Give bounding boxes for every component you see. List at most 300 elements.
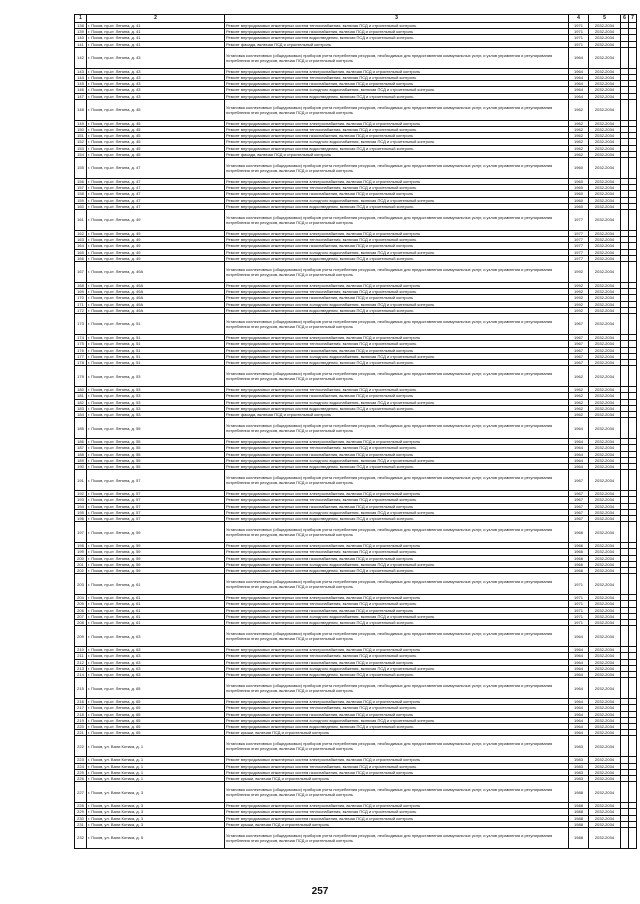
planned-period-cell: 2032-2034 [589, 803, 621, 809]
planned-period-cell: 2032-2034 [589, 120, 621, 126]
work-type-cell: Установка коллективных (общедомовых) приборов учета потребления ресурсов, необходимых для предоставления коммунальных услуг, и узлов управления и регулирования потребления этих ресурсов, включая ПСД и строительный контроль [225, 574, 569, 595]
row-number-cell: 195 [75, 509, 87, 515]
address-cell: г. Псков, пр-кт. Ленина, д. 59 [87, 522, 225, 543]
address-cell: г. Псков, пр-кт. Ленина, д. 63 [87, 659, 225, 665]
row-number-cell: 206 [75, 607, 87, 613]
work-type-cell: Ремонт внутридомовых инженерных систем теплоснабжения, включая ПСД и строительный контроль [225, 705, 569, 711]
row-number-cell: 212 [75, 659, 87, 665]
work-type-cell: Ремонт внутридомовых инженерных систем электроснабжения, включая ПСД и строительный контроль [225, 179, 569, 185]
work-type-cell: Ремонт внутридомовых инженерных систем холодного водоснабжения, включая ПСД и строительный контроль [225, 509, 569, 515]
address-cell: г. Псков, пр-кт. Ленина, д. 45 [87, 151, 225, 157]
address-cell: г. Псков, пр-кт. Ленина, д. 53 [87, 393, 225, 399]
planned-period-cell: 2032-2034 [589, 418, 621, 439]
commission-year-cell: 1964 [569, 659, 589, 665]
table-row [75, 470, 637, 491]
work-type-cell: Ремонт крыши, включая ПСД и строительный контроль [225, 776, 569, 782]
address-cell: г. Псков, пр-кт. Ленина, д. 51 [87, 347, 225, 353]
row-number-cell: 187 [75, 445, 87, 451]
row-number-cell: 152 [75, 139, 87, 145]
work-type-cell: Ремонт внутридомовых инженерных систем теплоснабжения, включая ПСД и строительный контроль [225, 601, 569, 607]
work-type-cell: Ремонт фасада, включая ПСД и строительный контроль [225, 151, 569, 157]
planned-period-cell: 2032-2034 [589, 757, 621, 763]
row-number-cell: 163 [75, 237, 87, 243]
row-number-cell: 205 [75, 601, 87, 607]
row-number-cell: 218 [75, 711, 87, 717]
commission-year-cell: 1983 [569, 763, 589, 769]
work-type-cell: Ремонт внутридомовых инженерных систем газоснабжения, включая ПСД и строительный контроль [225, 769, 569, 775]
table-row [75, 736, 637, 757]
planned-period-cell: 2032-2034 [589, 243, 621, 249]
commission-year-cell: 1964 [569, 87, 589, 93]
planned-period-cell: 2032-2034 [589, 678, 621, 699]
empty-cell-6 [621, 626, 629, 647]
planned-period-cell: 2032-2034 [589, 197, 621, 203]
planned-period-cell: 2032-2034 [589, 353, 621, 359]
address-cell: г. Псков, пр-кт. Ленина, д. 65 [87, 711, 225, 717]
table-row [75, 626, 637, 647]
address-cell: г. Псков, пр-кт. Ленина, д. 53 [87, 399, 225, 405]
planned-period-cell: 2032-2034 [589, 35, 621, 41]
planned-period-cell: 2032-2034 [589, 574, 621, 595]
row-number-cell: 175 [75, 341, 87, 347]
row-number-cell: 232 [75, 828, 87, 849]
work-type-cell: Ремонт внутридомовых инженерных систем теплоснабжения, включая ПСД и строительный контроль [225, 23, 569, 29]
planned-period-cell: 2032-2034 [589, 139, 621, 145]
address-cell: г. Псков, пр-кт. Ленина, д. 43 [87, 68, 225, 74]
row-number-cell: 223 [75, 757, 87, 763]
row-number-cell: 147 [75, 93, 87, 99]
row-number-cell: 201 [75, 561, 87, 567]
address-cell: г. Псков, пр-кт. Ленина, д. 65 [87, 717, 225, 723]
planned-period-cell: 2032-2034 [589, 307, 621, 313]
work-type-cell: Ремонт внутридомовых инженерных систем газоснабжения, включая ПСД и строительный контроль [225, 133, 569, 139]
address-cell: г. Псков, ул. Вали Котика, д. 3 [87, 809, 225, 815]
commission-year-cell: 1964 [569, 699, 589, 705]
work-type-cell: Установка коллективных (общедомовых) приборов учета потребления ресурсов, необходимых для предоставления коммунальных услуг, и узлов управления и регулирования потребления этих ресурсов, включая ПСД и строительный контроль [225, 470, 569, 491]
work-type-cell: Ремонт внутридомовых инженерных систем электроснабжения, включая ПСД и строительный контроль [225, 699, 569, 705]
work-type-cell: Ремонт внутридомовых инженерных систем холодного водоснабжения, включая ПСД и строительный контроль [225, 399, 569, 405]
address-cell: г. Псков, пр-кт. Ленина, д. 49 [87, 249, 225, 255]
address-cell: г. Псков, пр-кт. Ленина, д. 51 [87, 335, 225, 341]
work-type-cell: Ремонт внутридомовых инженерных систем газоснабжения, включая ПСД и строительный контроль [225, 191, 569, 197]
row-number-cell: 213 [75, 665, 87, 671]
work-type-cell: Ремонт внутридомовых инженерных систем холодного водоснабжения, включая ПСД и строительный контроль [225, 613, 569, 619]
commission-year-cell: 1983 [569, 736, 589, 757]
work-type-cell: Установка коллективных (общедомовых) приборов учета потребления ресурсов, необходимых для предоставления коммунальных услуг, и узлов управления и регулирования потребления этих ресурсов, включая ПСД и строительный контроль [225, 678, 569, 699]
work-type-cell: Ремонт внутридомовых инженерных систем водоотведения, включая ПСД и строительный контроль [225, 515, 569, 521]
empty-cell-7 [629, 678, 637, 699]
address-cell: г. Псков, пр-кт. Ленина, д. 55 [87, 439, 225, 445]
planned-period-cell: 2032-2034 [589, 821, 621, 827]
commission-year-cell: 1964 [569, 75, 589, 81]
row-number-cell: 173 [75, 314, 87, 335]
table-body [75, 23, 637, 849]
planned-period-cell: 2032-2034 [589, 595, 621, 601]
planned-period-cell: 2032-2034 [589, 366, 621, 387]
planned-period-cell: 2032-2034 [589, 145, 621, 151]
work-type-cell: Ремонт внутридомовых инженерных систем газоснабжения, включая ПСД и строительный контроль [225, 29, 569, 35]
address-cell: г. Псков, пр-кт. Ленина, д. 63 [87, 672, 225, 678]
work-type-cell: Установка коллективных (общедомовых) приборов учета потребления ресурсов, необходимых для предоставления коммунальных услуг, и узлов управления и регулирования потребления этих ресурсов, включая ПСД и строительный контроль [225, 626, 569, 647]
work-type-cell: Ремонт внутридомовых инженерных систем водоотведения, включая ПСД и строительный контроль [225, 724, 569, 730]
commission-year-cell: 1977 [569, 243, 589, 249]
row-number-cell: 224 [75, 763, 87, 769]
work-type-cell: Ремонт внутридомовых инженерных систем газоснабжения, включая ПСД и строительный контроль [225, 393, 569, 399]
address-cell: г. Псков, пр-кт. Ленина, д. 63 [87, 653, 225, 659]
planned-period-cell: 2032-2034 [589, 255, 621, 261]
address-cell: г. Псков, пр-кт. Ленина, д. 51 [87, 341, 225, 347]
commission-year-cell: 1966 [569, 555, 589, 561]
row-number-cell: 182 [75, 399, 87, 405]
planned-period-cell: 2032-2034 [589, 359, 621, 365]
table-row [75, 158, 637, 179]
work-type-cell: Ремонт внутридомовых инженерных систем электроснабжения, включая ПСД и строительный контроль [225, 335, 569, 341]
planned-period-cell: 2032-2034 [589, 393, 621, 399]
commission-year-cell: 1964 [569, 445, 589, 451]
work-type-cell: Ремонт внутридомовых инженерных систем холодного водоснабжения, включая ПСД и строительный контроль [225, 301, 569, 307]
planned-period-cell: 2032-2034 [589, 93, 621, 99]
address-cell: г. Псков, пр-кт. Ленина, д. 57 [87, 509, 225, 515]
register-table [74, 14, 637, 849]
planned-period-cell: 2032-2034 [589, 503, 621, 509]
row-number-cell: 138 [75, 23, 87, 29]
planned-period-cell: 2032-2034 [589, 809, 621, 815]
address-cell: г. Псков, пр-кт. Ленина, д. 61 [87, 619, 225, 625]
commission-year-cell: 1966 [569, 549, 589, 555]
commission-year-cell: 1964 [569, 81, 589, 87]
work-type-cell: Ремонт внутридомовых инженерных систем холодного водоснабжения, включая ПСД и строительный контроль [225, 457, 569, 463]
planned-period-cell: 2032-2034 [589, 451, 621, 457]
empty-cell-6 [621, 262, 629, 283]
row-number-cell: 186 [75, 439, 87, 445]
planned-period-cell: 2032-2034 [589, 151, 621, 157]
address-cell: г. Псков, пр-кт. Ленина, д. 53 [87, 405, 225, 411]
planned-period-cell: 2032-2034 [589, 47, 621, 68]
table-row [75, 678, 637, 699]
commission-year-cell: 1971 [569, 23, 589, 29]
address-cell: г. Псков, пр-кт. Ленина, д. 45 [87, 120, 225, 126]
planned-period-cell: 2032-2034 [589, 203, 621, 209]
row-number-cell: 190 [75, 463, 87, 469]
planned-period-cell: 2032-2034 [589, 665, 621, 671]
row-number-cell: 191 [75, 470, 87, 491]
empty-cell-6 [621, 314, 629, 335]
work-type-cell: Установка коллективных (общедомовых) приборов учета потребления ресурсов, необходимых для предоставления коммунальных услуг, и узлов управления и регулирования потребления этих ресурсов, включая ПСД и строительный контроль [225, 314, 569, 335]
work-type-cell: Ремонт внутридомовых инженерных систем водоотведения, включая ПСД и строительный контроль [225, 567, 569, 573]
address-cell: г. Псков, пр-кт. Ленина, д. 49А [87, 307, 225, 313]
empty-cell-7 [629, 366, 637, 387]
planned-period-cell: 2032-2034 [589, 672, 621, 678]
address-cell: г. Псков, пр-кт. Ленина, д. 57 [87, 497, 225, 503]
address-cell: г. Псков, пр-кт. Ленина, д. 41 [87, 41, 225, 47]
empty-cell-6 [621, 99, 629, 120]
planned-period-cell: 2032-2034 [589, 497, 621, 503]
planned-period-cell: 2032-2034 [589, 549, 621, 555]
work-type-cell: Ремонт внутридомовых инженерных систем водоотведения, включая ПСД и строительный контроль [225, 35, 569, 41]
address-cell: г. Псков, ул. Вали Котика, д. 3 [87, 803, 225, 809]
planned-period-cell: 2032-2034 [589, 647, 621, 653]
table-row [75, 522, 637, 543]
work-type-cell: Ремонт внутридомовых инженерных систем теплоснабжения, включая ПСД и строительный контроль [225, 387, 569, 393]
address-cell: г. Псков, пр-кт. Ленина, д. 55 [87, 418, 225, 439]
address-cell: г. Псков, пр-кт. Ленина, д. 57 [87, 503, 225, 509]
work-type-cell: Ремонт внутридомовых инженерных систем теплоснабжения, включая ПСД и строительный контроль [225, 185, 569, 191]
address-cell: г. Псков, пр-кт. Ленина, д. 43 [87, 93, 225, 99]
row-number-cell: 154 [75, 151, 87, 157]
commission-year-cell: 1962 [569, 405, 589, 411]
row-number-cell: 157 [75, 185, 87, 191]
address-cell: г. Псков, пр-кт. Ленина, д. 45 [87, 99, 225, 120]
commission-year-cell: 1988 [569, 815, 589, 821]
address-cell: г. Псков, ул. Вали Котика, д. 3 [87, 815, 225, 821]
work-type-cell: Ремонт внутридомовых инженерных систем электроснабжения, включая ПСД и строительный контроль [225, 491, 569, 497]
empty-cell-7 [629, 314, 637, 335]
row-number-cell: 188 [75, 451, 87, 457]
commission-year-cell: 1967 [569, 353, 589, 359]
commission-year-cell: 1971 [569, 607, 589, 613]
header-cell-6: 6 [621, 15, 629, 23]
row-number-cell: 210 [75, 647, 87, 653]
work-type-cell: Ремонт внутридомовых инженерных систем электроснабжения, включая ПСД и строительный контроль [225, 231, 569, 237]
row-number-cell: 181 [75, 393, 87, 399]
empty-cell-7 [629, 828, 637, 849]
work-type-cell: Ремонт внутридомовых инженерных систем газоснабжения, включая ПСД и строительный контроль [225, 659, 569, 665]
commission-year-cell: 1967 [569, 359, 589, 365]
header-cell-5: 5 [589, 15, 621, 23]
row-number-cell: 214 [75, 672, 87, 678]
planned-period-cell: 2032-2034 [589, 347, 621, 353]
row-number-cell: 144 [75, 75, 87, 81]
commission-year-cell: 1964 [569, 457, 589, 463]
planned-period-cell: 2032-2034 [589, 457, 621, 463]
planned-period-cell: 2032-2034 [589, 158, 621, 179]
work-type-cell: Ремонт внутридомовых инженерных систем теплоснабжения, включая ПСД и строительный контроль [225, 809, 569, 815]
address-cell: г. Псков, пр-кт. Ленина, д. 47 [87, 179, 225, 185]
work-type-cell: Ремонт внутридомовых инженерных систем холодного водоснабжения, включая ПСД и строительный контроль [225, 87, 569, 93]
work-type-cell: Ремонт внутридомовых инженерных систем холодного водоснабжения, включая ПСД и строительный контроль [225, 197, 569, 203]
planned-period-cell: 2032-2034 [589, 127, 621, 133]
planned-period-cell: 2032-2034 [589, 522, 621, 543]
planned-period-cell: 2032-2034 [589, 653, 621, 659]
commission-year-cell: 1971 [569, 601, 589, 607]
empty-cell-7 [629, 47, 637, 68]
address-cell: г. Псков, пр-кт. Ленина, д. 59 [87, 543, 225, 549]
address-cell: г. Псков, пр-кт. Ленина, д. 65 [87, 678, 225, 699]
row-number-cell: 141 [75, 41, 87, 47]
work-type-cell: Установка коллективных (общедомовых) приборов учета потребления ресурсов, необходимых для предоставления коммунальных услуг, и узлов управления и регулирования потребления этих ресурсов, включая ПСД и строительный контроль [225, 418, 569, 439]
planned-period-cell: 2032-2034 [589, 439, 621, 445]
table-row [75, 418, 637, 439]
commission-year-cell: 1971 [569, 619, 589, 625]
planned-period-cell: 2032-2034 [589, 717, 621, 723]
planned-period-cell: 2032-2034 [589, 515, 621, 521]
address-cell: г. Псков, пр-кт. Ленина, д. 49 [87, 237, 225, 243]
planned-period-cell: 2032-2034 [589, 99, 621, 120]
address-cell: г. Псков, пр-кт. Ленина, д. 43 [87, 47, 225, 68]
address-cell: г. Псков, пр-кт. Ленина, д. 61 [87, 613, 225, 619]
work-type-cell: Ремонт фасада, включая ПСД и строительный контроль [225, 411, 569, 417]
header-row [75, 15, 637, 23]
work-type-cell: Ремонт внутридомовых инженерных систем газоснабжения, включая ПСД и строительный контроль [225, 295, 569, 301]
address-cell: г. Псков, пр-кт. Ленина, д. 45 [87, 145, 225, 151]
row-number-cell: 172 [75, 307, 87, 313]
work-type-cell: Ремонт внутридомовых инженерных систем газоснабжения, включая ПСД и строительный контроль [225, 347, 569, 353]
empty-cell-6 [621, 828, 629, 849]
planned-period-cell: 2032-2034 [589, 210, 621, 231]
planned-period-cell: 2032-2034 [589, 68, 621, 74]
row-number-cell: 217 [75, 705, 87, 711]
address-cell: г. Псков, пр-кт. Ленина, д. 61 [87, 574, 225, 595]
row-number-cell: 183 [75, 405, 87, 411]
work-type-cell: Ремонт внутридомовых инженерных систем электроснабжения, включая ПСД и строительный контроль [225, 757, 569, 763]
work-type-cell: Ремонт внутридомовых инженерных систем водоотведения, включая ПСД и строительный контроль [225, 359, 569, 365]
row-number-cell: 209 [75, 626, 87, 647]
planned-period-cell: 2032-2034 [589, 509, 621, 515]
commission-year-cell: 1964 [569, 705, 589, 711]
planned-period-cell: 2032-2034 [589, 724, 621, 730]
row-number-cell: 145 [75, 81, 87, 87]
work-type-cell: Ремонт внутридомовых инженерных систем водоотведения, включая ПСД и строительный контроль [225, 405, 569, 411]
commission-year-cell: 1962 [569, 127, 589, 133]
work-type-cell: Ремонт внутридомовых инженерных систем электроснабжения, включая ПСД и строительный контроль [225, 803, 569, 809]
commission-year-cell: 1960 [569, 179, 589, 185]
work-type-cell: Ремонт крыши, включая ПСД и строительный контроль [225, 821, 569, 827]
row-number-cell: 203 [75, 574, 87, 595]
address-cell: г. Псков, пр-кт. Ленина, д. 55 [87, 451, 225, 457]
table-row [75, 47, 637, 68]
planned-period-cell: 2032-2034 [589, 231, 621, 237]
commission-year-cell: 1960 [569, 191, 589, 197]
row-number-cell: 185 [75, 418, 87, 439]
row-number-cell: 174 [75, 335, 87, 341]
commission-year-cell: 1983 [569, 776, 589, 782]
planned-period-cell: 2032-2034 [589, 405, 621, 411]
commission-year-cell: 1964 [569, 717, 589, 723]
commission-year-cell: 1967 [569, 470, 589, 491]
work-type-cell: Ремонт внутридомовых инженерных систем газоснабжения, включая ПСД и строительный контроль [225, 81, 569, 87]
row-number-cell: 164 [75, 243, 87, 249]
empty-cell-6 [621, 470, 629, 491]
commission-year-cell: 1967 [569, 341, 589, 347]
commission-year-cell: 1992 [569, 295, 589, 301]
commission-year-cell: 1992 [569, 307, 589, 313]
row-number-cell: 153 [75, 145, 87, 151]
planned-period-cell: 2032-2034 [589, 543, 621, 549]
row-number-cell: 178 [75, 359, 87, 365]
work-type-cell: Установка коллективных (общедомовых) приборов учета потребления ресурсов, необходимых для предоставления коммунальных услуг, и узлов управления и регулирования потребления этих ресурсов, включая ПСД и строительный контроль [225, 828, 569, 849]
commission-year-cell: 1964 [569, 678, 589, 699]
planned-period-cell: 2032-2034 [589, 262, 621, 283]
work-type-cell: Ремонт внутридомовых инженерных систем теплоснабжения, включая ПСД и строительный контроль [225, 75, 569, 81]
commission-year-cell: 1962 [569, 411, 589, 417]
work-type-cell: Ремонт внутридомовых инженерных систем водоотведения, включая ПСД и строительный контроль [225, 463, 569, 469]
address-cell: г. Псков, пр-кт. Ленина, д. 57 [87, 491, 225, 497]
row-number-cell: 180 [75, 387, 87, 393]
commission-year-cell: 1964 [569, 724, 589, 730]
address-cell: г. Псков, пр-кт. Ленина, д. 49 [87, 231, 225, 237]
address-cell: г. Псков, пр-кт. Ленина, д. 43 [87, 75, 225, 81]
empty-cell-6 [621, 47, 629, 68]
table-row [75, 262, 637, 283]
work-type-cell: Ремонт внутридомовых инженерных систем теплоснабжения, включая ПСД и строительный контроль [225, 127, 569, 133]
row-number-cell: 151 [75, 133, 87, 139]
commission-year-cell: 1992 [569, 301, 589, 307]
table-row [75, 210, 637, 231]
commission-year-cell: 1971 [569, 29, 589, 35]
commission-year-cell: 1967 [569, 497, 589, 503]
planned-period-cell: 2032-2034 [589, 769, 621, 775]
work-type-cell: Ремонт внутридомовых инженерных систем электроснабжения, включая ПСД и строительный контроль [225, 120, 569, 126]
commission-year-cell: 1962 [569, 151, 589, 157]
commission-year-cell: 1966 [569, 567, 589, 573]
empty-cell-7 [629, 470, 637, 491]
planned-period-cell: 2032-2034 [589, 75, 621, 81]
address-cell: г. Псков, пр-кт. Ленина, д. 47 [87, 158, 225, 179]
address-cell: г. Псков, пр-кт. Ленина, д. 43 [87, 87, 225, 93]
work-type-cell: Ремонт внутридомовых инженерных систем водоотведения, включая ПСД и строительный контроль [225, 203, 569, 209]
header-cell-2: 2 [87, 15, 225, 23]
header-cell-1: 1 [75, 15, 87, 23]
address-cell: г. Псков, пр-кт. Ленина, д. 63 [87, 647, 225, 653]
row-number-cell: 140 [75, 35, 87, 41]
row-number-cell: 193 [75, 497, 87, 503]
row-number-cell: 161 [75, 210, 87, 231]
empty-cell-6 [621, 736, 629, 757]
row-number-cell: 208 [75, 619, 87, 625]
commission-year-cell: 1988 [569, 782, 589, 803]
commission-year-cell: 1988 [569, 828, 589, 849]
row-number-cell: 204 [75, 595, 87, 601]
empty-cell-7 [629, 522, 637, 543]
commission-year-cell: 1983 [569, 769, 589, 775]
address-cell: г. Псков, ул. Вали Котика, д. 5 [87, 828, 225, 849]
commission-year-cell: 1962 [569, 120, 589, 126]
planned-period-cell: 2032-2034 [589, 411, 621, 417]
row-number-cell: 229 [75, 809, 87, 815]
planned-period-cell: 2032-2034 [589, 736, 621, 757]
address-cell: г. Псков, пр-кт. Ленина, д. 45 [87, 127, 225, 133]
work-type-cell: Ремонт внутридомовых инженерных систем газоснабжения, включая ПСД и строительный контроль [225, 243, 569, 249]
planned-period-cell: 2032-2034 [589, 555, 621, 561]
planned-period-cell: 2032-2034 [589, 445, 621, 451]
empty-cell-6 [621, 366, 629, 387]
row-number-cell: 211 [75, 653, 87, 659]
commission-year-cell: 1964 [569, 672, 589, 678]
work-type-cell: Ремонт крыши, включая ПСД и строительный контроль [225, 730, 569, 736]
commission-year-cell: 1967 [569, 491, 589, 497]
page-number: 257 [311, 886, 329, 897]
work-type-cell: Ремонт внутридомовых инженерных систем теплоснабжения, включая ПСД и строительный контроль [225, 289, 569, 295]
empty-cell-7 [629, 574, 637, 595]
commission-year-cell: 1964 [569, 711, 589, 717]
work-type-cell: Ремонт внутридомовых инженерных систем теплоснабжения, включая ПСД и строительный контроль [225, 549, 569, 555]
work-type-cell: Ремонт фасада, включая ПСД и строительный контроль [225, 41, 569, 47]
row-number-cell: 165 [75, 249, 87, 255]
address-cell: г. Псков, пр-кт. Ленина, д. 65 [87, 724, 225, 730]
address-cell: г. Псков, пр-кт. Ленина, д. 49А [87, 283, 225, 289]
work-type-cell: Ремонт внутридомовых инженерных систем водоотведения, включая ПСД и строительный контроль [225, 255, 569, 261]
planned-period-cell: 2032-2034 [589, 815, 621, 821]
row-number-cell: 148 [75, 99, 87, 120]
address-cell: г. Псков, пр-кт. Ленина, д. 49А [87, 301, 225, 307]
planned-period-cell: 2032-2034 [589, 29, 621, 35]
planned-period-cell: 2032-2034 [589, 601, 621, 607]
commission-year-cell: 1962 [569, 393, 589, 399]
work-type-cell: Ремонт внутридомовых инженерных систем теплоснабжения, включая ПСД и строительный контроль [225, 341, 569, 347]
planned-period-cell: 2032-2034 [589, 249, 621, 255]
commission-year-cell: 1966 [569, 561, 589, 567]
planned-period-cell: 2032-2034 [589, 283, 621, 289]
